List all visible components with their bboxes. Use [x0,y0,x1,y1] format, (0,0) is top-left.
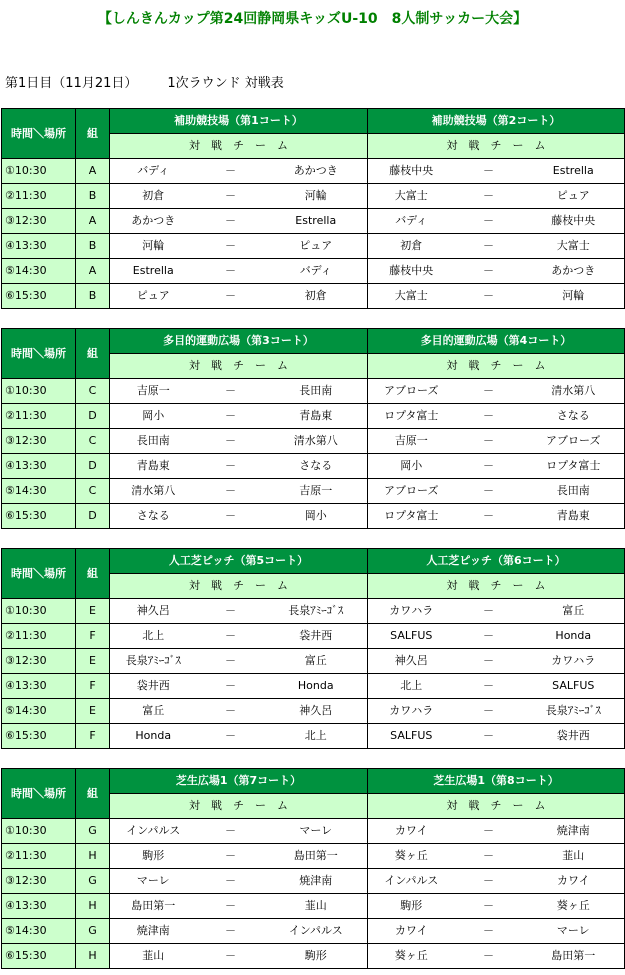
kickoff-time: ⑤14:30 [2,919,76,944]
vs-dash: － [455,184,523,209]
kickoff-time: ②11:30 [2,404,76,429]
match-row [2,674,625,699]
home-team: 岡小 [368,454,455,479]
home-team: 北上 [110,624,197,649]
group-cell: H [76,944,110,969]
vs-dash: － [197,379,265,404]
vs-dash: － [197,479,265,504]
match-row [2,869,625,894]
away-team: あかつき [265,159,368,184]
group-cell: H [76,844,110,869]
kickoff-time: ①10:30 [2,379,76,404]
vs-dash: － [455,404,523,429]
group-cell: A [76,259,110,284]
group-header: 組 [76,109,110,159]
home-team: 大富士 [368,284,455,309]
home-team: 北上 [368,674,455,699]
match-row [2,724,625,749]
kickoff-time: ③12:30 [2,869,76,894]
home-team: カワハラ [368,599,455,624]
teams-header: 対 戦 チ ー ム [368,794,625,819]
away-team: 神久呂 [265,699,368,724]
vs-dash: － [197,649,265,674]
away-team: さなる [523,404,625,429]
away-team: ピュア [523,184,625,209]
match-row [2,624,625,649]
group-cell: D [76,454,110,479]
vs-dash: － [455,454,523,479]
time-place-header: 時間＼場所 [2,549,76,599]
header-row [2,109,625,134]
group-cell: D [76,404,110,429]
vs-dash: － [455,599,523,624]
away-team: 駒形 [265,944,368,969]
match-row [2,379,625,404]
group-cell: G [76,919,110,944]
home-team: SALFUS [368,724,455,749]
away-team: 藤枝中央 [523,209,625,234]
home-team: 藤枝中央 [368,259,455,284]
vs-dash: － [455,894,523,919]
home-team: ロプタ富士 [368,404,455,429]
kickoff-time: ⑤14:30 [2,259,76,284]
kickoff-time: ④13:30 [2,674,76,699]
home-team: さなる [110,504,197,529]
home-team: あかつき [110,209,197,234]
vs-dash: － [197,624,265,649]
match-row [2,184,625,209]
home-team: 葵ヶ丘 [368,944,455,969]
match-row [2,699,625,724]
teams-header: 対 戦 チ ー ム [110,794,368,819]
match-row [2,504,625,529]
home-team: 藤枝中央 [368,159,455,184]
vs-dash: － [197,674,265,699]
match-row [2,844,625,869]
court-header: 補助競技場（第2コート） [368,109,625,134]
group-cell: E [76,699,110,724]
match-row [2,649,625,674]
away-team: 長田南 [265,379,368,404]
group-cell: B [76,184,110,209]
group-cell: A [76,209,110,234]
kickoff-time: ①10:30 [2,599,76,624]
time-place-header: 時間＼場所 [2,769,76,819]
vs-dash: － [455,649,523,674]
away-team: 清水第八 [265,429,368,454]
vs-dash: － [197,944,265,969]
kickoff-time: ②11:30 [2,184,76,209]
group-header: 組 [76,769,110,819]
group-header: 組 [76,329,110,379]
vs-dash: － [197,429,265,454]
header-row [2,769,625,794]
home-team: ロプタ富士 [368,504,455,529]
home-team: アブローズ [368,379,455,404]
match-table [1,328,625,529]
vs-dash: － [197,184,265,209]
vs-dash: － [197,234,265,259]
vs-dash: － [455,159,523,184]
vs-dash: － [455,234,523,259]
page-title: 【しんきんカップ第24回静岡県キッズU-10 8人制サッカー大会】 [97,11,528,27]
kickoff-time: ⑥15:30 [2,504,76,529]
group-cell: B [76,234,110,259]
away-team: 岡小 [265,504,368,529]
vs-dash: － [455,674,523,699]
header-row [2,549,625,574]
vs-dash: － [455,209,523,234]
vs-dash: － [197,869,265,894]
kickoff-time: ③12:30 [2,429,76,454]
away-team: 初倉 [265,284,368,309]
group-cell: C [76,429,110,454]
away-team: マーレ [265,819,368,844]
home-team: SALFUS [368,624,455,649]
kickoff-time: ④13:30 [2,234,76,259]
away-team: あかつき [523,259,625,284]
vs-dash: － [455,624,523,649]
court-header: 芝生広場1（第8コート） [368,769,625,794]
group-cell: H [76,894,110,919]
vs-dash: － [197,284,265,309]
match-row [2,944,625,969]
group-cell: F [76,724,110,749]
home-team: 袋井西 [110,674,197,699]
home-team: Honda [110,724,197,749]
home-team: バディ [368,209,455,234]
vs-dash: － [197,599,265,624]
teams-header: 対 戦 チ ー ム [110,354,368,379]
match-row [2,819,625,844]
court-header: 多目的運動広場（第3コート） [110,329,368,354]
vs-dash: － [197,159,265,184]
home-team: 富丘 [110,699,197,724]
home-team: 長田南 [110,429,197,454]
match-row [2,894,625,919]
group-cell: E [76,649,110,674]
group-cell: F [76,674,110,699]
vs-dash: － [455,724,523,749]
vs-dash: － [455,944,523,969]
kickoff-time: ②11:30 [2,624,76,649]
away-team: 青島東 [523,504,625,529]
away-team: 焼津南 [523,819,625,844]
home-team: 駒形 [110,844,197,869]
away-team: 青島東 [265,404,368,429]
away-team: 河輪 [265,184,368,209]
vs-dash: － [197,844,265,869]
vs-dash: － [455,379,523,404]
kickoff-time: ③12:30 [2,209,76,234]
home-team: カワハラ [368,699,455,724]
kickoff-time: ④13:30 [2,894,76,919]
court-header: 人工芝ピッチ（第6コート） [368,549,625,574]
away-team: ピュア [265,234,368,259]
match-row [2,404,625,429]
vs-dash: － [197,894,265,919]
away-team: 北上 [265,724,368,749]
away-team: Estrella [523,159,625,184]
home-team: 焼津南 [110,919,197,944]
away-team: 富丘 [265,649,368,674]
court-header: 芝生広場1（第7コート） [110,769,368,794]
home-team: 葵ヶ丘 [368,844,455,869]
away-team: インパルス [265,919,368,944]
kickoff-time: ④13:30 [2,454,76,479]
home-team: 神久呂 [368,649,455,674]
group-cell: C [76,379,110,404]
away-team: 大富士 [523,234,625,259]
vs-dash: － [455,699,523,724]
home-team: 島田第一 [110,894,197,919]
vs-dash: － [197,919,265,944]
court-header: 補助競技場（第1コート） [110,109,368,134]
away-team: アブローズ [523,429,625,454]
home-team: 駒形 [368,894,455,919]
group-cell: G [76,819,110,844]
away-team: カワハラ [523,649,625,674]
match-table [1,768,625,969]
teams-header: 対 戦 チ ー ム [368,574,625,599]
kickoff-time: ⑥15:30 [2,944,76,969]
away-team: 葵ヶ丘 [523,894,625,919]
kickoff-time: ⑥15:30 [2,284,76,309]
kickoff-time: ③12:30 [2,649,76,674]
match-row [2,599,625,624]
group-cell: G [76,869,110,894]
match-row [2,209,625,234]
vs-dash: － [455,429,523,454]
kickoff-time: ②11:30 [2,844,76,869]
vs-dash: － [197,259,265,284]
home-team: バディ [110,159,197,184]
home-team: 吉原一 [368,429,455,454]
home-team: マーレ [110,869,197,894]
match-row [2,479,625,504]
match-row [2,429,625,454]
kickoff-time: ⑥15:30 [2,724,76,749]
match-row [2,159,625,184]
court-header: 人工芝ピッチ（第5コート） [110,549,368,574]
home-team: インパルス [110,819,197,844]
kickoff-time: ⑤14:30 [2,479,76,504]
group-header: 組 [76,549,110,599]
group-cell: C [76,479,110,504]
group-cell: A [76,159,110,184]
vs-dash: － [197,209,265,234]
teams-header: 対 戦 チ ー ム [110,574,368,599]
home-team: ピュア [110,284,197,309]
teams-header: 対 戦 チ ー ム [368,134,625,159]
home-team: インパルス [368,869,455,894]
vs-dash: － [455,504,523,529]
kickoff-time: ①10:30 [2,159,76,184]
away-team: 清水第八 [523,379,625,404]
away-team: 袋井西 [523,724,625,749]
home-team: 大富士 [368,184,455,209]
round-label: 1次ラウンド 対戦表 [167,76,284,91]
home-team: 岡小 [110,404,197,429]
home-team: カワイ [368,919,455,944]
away-team: バディ [265,259,368,284]
day-label: 第1日目（11月21日） [5,76,138,91]
group-cell: F [76,624,110,649]
time-place-header: 時間＼場所 [2,109,76,159]
vs-dash: － [455,259,523,284]
away-team: 長泉ｱﾐｰｺﾞｽ [523,699,625,724]
vs-dash: － [197,454,265,479]
home-team: アブローズ [368,479,455,504]
group-cell: B [76,284,110,309]
away-team: 袋井西 [265,624,368,649]
vs-dash: － [455,284,523,309]
vs-dash: － [455,869,523,894]
away-team: 韮山 [523,844,625,869]
away-team: カワイ [523,869,625,894]
header-row [2,329,625,354]
teams-header: 対 戦 チ ー ム [110,134,368,159]
away-team: 長泉ｱﾐｰｺﾞｽ [265,599,368,624]
schedule-subtitle [5,72,284,91]
match-row [2,284,625,309]
vs-dash: － [197,819,265,844]
kickoff-time: ①10:30 [2,819,76,844]
home-team: カワイ [368,819,455,844]
vs-dash: － [455,819,523,844]
group-cell: D [76,504,110,529]
home-team: 神久呂 [110,599,197,624]
time-place-header: 時間＼場所 [2,329,76,379]
match-row [2,234,625,259]
away-team: 富丘 [523,599,625,624]
away-team: 韮山 [265,894,368,919]
away-team: 焼津南 [265,869,368,894]
away-team: Honda [523,624,625,649]
home-team: 吉原一 [110,379,197,404]
home-team: 初倉 [368,234,455,259]
home-team: 青島東 [110,454,197,479]
vs-dash: － [455,844,523,869]
teams-header: 対 戦 チ ー ム [368,354,625,379]
away-team: SALFUS [523,674,625,699]
match-row [2,919,625,944]
group-cell: E [76,599,110,624]
away-team: 吉原一 [265,479,368,504]
away-team: 長田南 [523,479,625,504]
away-team: 島田第一 [265,844,368,869]
away-team: 河輪 [523,284,625,309]
vs-dash: － [455,479,523,504]
home-team: 韮山 [110,944,197,969]
home-team: Estrella [110,259,197,284]
vs-dash: － [197,504,265,529]
match-table [1,548,625,749]
away-team: Estrella [265,209,368,234]
home-team: 清水第八 [110,479,197,504]
home-team: 河輪 [110,234,197,259]
match-table [1,108,625,309]
match-row [2,454,625,479]
vs-dash: － [197,699,265,724]
home-team: 初倉 [110,184,197,209]
away-team: マーレ [523,919,625,944]
kickoff-time: ⑤14:30 [2,699,76,724]
court-header: 多目的運動広場（第4コート） [368,329,625,354]
away-team: ロプタ富士 [523,454,625,479]
vs-dash: － [197,404,265,429]
away-team: Honda [265,674,368,699]
away-team: 島田第一 [523,944,625,969]
vs-dash: － [197,724,265,749]
vs-dash: － [455,919,523,944]
match-row [2,259,625,284]
away-team: さなる [265,454,368,479]
home-team: 長泉ｱﾐｰｺﾞｽ [110,649,197,674]
